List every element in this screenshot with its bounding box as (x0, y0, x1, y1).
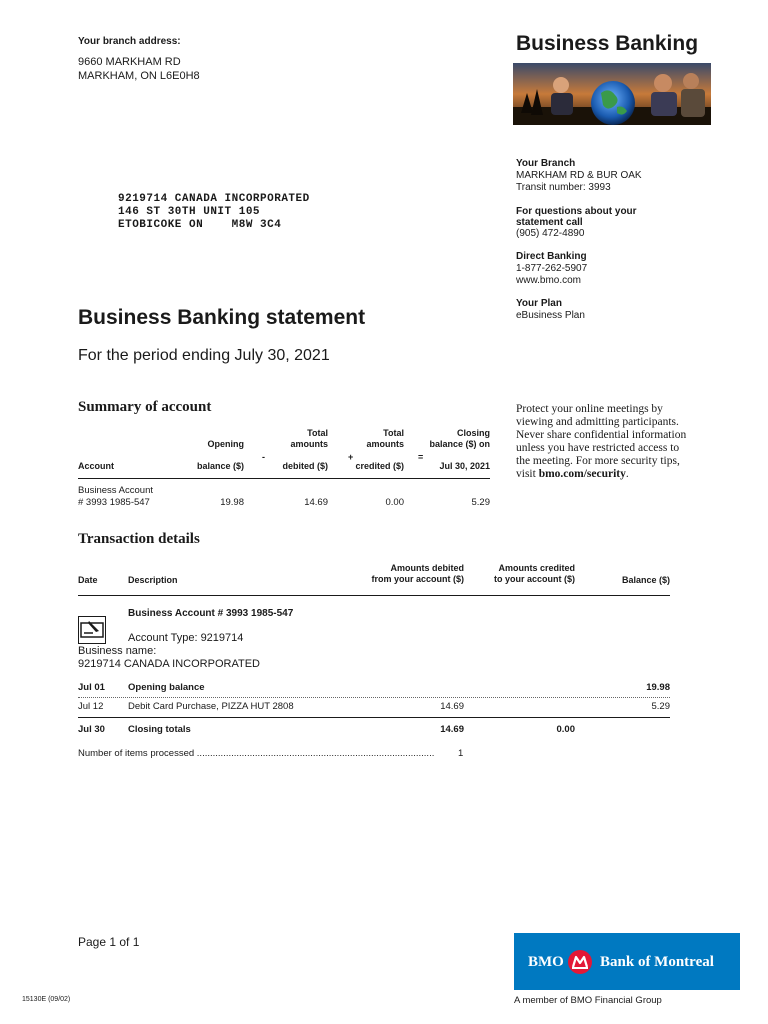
security-visit-prefix: visit (516, 468, 539, 480)
statement-period: For the period ending July 30, 2021 (78, 347, 330, 364)
branch-address-line2: MARKHAM, ON L6E0H8 (78, 70, 200, 82)
security-line4: unless you have restricted access to (516, 442, 680, 454)
tx-closing-debited: 14.69 (440, 724, 464, 735)
summary-header-credited-1: Total (383, 428, 404, 438)
tx-row-0-divider (78, 697, 670, 698)
summary-header-debited-3: debited ($) (282, 461, 328, 471)
security-line3: Never share confidential information (516, 429, 687, 441)
tx-account-title: Business Account # 3993 1985-547 (128, 608, 294, 619)
summary-header-closing-3: Jul 30, 2021 (439, 461, 490, 471)
page-number: Page 1 of 1 (78, 935, 140, 949)
tx-items-processed-label: Number of items processed .......................................................................................... (78, 748, 435, 759)
tx-closing-date: Jul 30 (78, 724, 105, 735)
summary-header-opening-1: Opening (207, 439, 244, 449)
branch-info (516, 158, 716, 322)
tx-header-balance: Balance ($) (621, 575, 670, 585)
summary-header-credited-2: amounts (366, 439, 404, 449)
summary-header-debited-2: amounts (290, 439, 328, 449)
bmo-logo (514, 933, 740, 990)
direct-banking-web[interactable]: www.bmo.com (516, 275, 582, 286)
bmo-bank-name: Bank of Montreal (600, 954, 714, 970)
bmo-short-name: BMO (528, 954, 564, 970)
bmo-roundel-graphic (568, 950, 592, 974)
tx-row-0-description: Opening balance (128, 682, 205, 693)
summary-header-debited-1: Total (307, 428, 328, 438)
questions-phone[interactable]: (905) 472-4890 (516, 228, 585, 239)
summary-header-opening (160, 439, 244, 472)
tx-header-rule (78, 595, 670, 596)
security-line2: viewing and admitting participants. (516, 416, 679, 428)
tx-row-0-date: Jul 01 (78, 682, 105, 693)
plan-name: eBusiness Plan (516, 310, 585, 321)
branch-address-label: Your branch address: (78, 36, 181, 47)
tx-row-1-debited: 14.69 (440, 701, 464, 712)
summary-account-line1: Business Account (78, 485, 153, 496)
direct-banking-phone[interactable]: 1-877-262-5907 (516, 263, 588, 274)
your-plan-label: Your Plan (516, 298, 562, 309)
summary-header-rule (78, 478, 490, 479)
statement-title: Business Banking statement (78, 306, 366, 329)
tx-header-credited-2: to your account ($) (493, 574, 575, 584)
summary-header-credited-3: credited ($) (355, 461, 404, 471)
tx-header-credited-1: Amounts credited (498, 563, 575, 573)
summary-op-plus: + (348, 452, 354, 462)
summary-opening-value: 19.98 (220, 497, 244, 508)
tx-header-debited (340, 563, 464, 585)
summary-debited-value: 14.69 (304, 497, 328, 508)
security-line6 (516, 468, 716, 481)
transit-number: Transit number: 3993 (516, 182, 611, 193)
summary-header-opening-2: balance ($) (196, 461, 244, 471)
security-suffix: . (625, 468, 629, 480)
recipient-line2: 146 ST 30TH UNIT 105 (118, 206, 261, 218)
tx-header-debited-2: from your account ($) (371, 574, 464, 584)
security-notice (516, 403, 716, 481)
tx-row-1-description: Debit Card Purchase, PIZZA HUT 2808 (128, 701, 294, 712)
security-line1: Protect your online meetings by (516, 403, 663, 415)
tx-closing-rule (78, 717, 670, 718)
summary-account-cell (78, 485, 153, 509)
tx-header-description: Description (128, 575, 178, 585)
business-banking-title: Business Banking (516, 32, 699, 55)
recipient-line3: ETOBICOKE ON M8W 3C4 (118, 219, 282, 231)
summary-header-closing (410, 428, 490, 472)
tx-row-1-date: Jul 12 (78, 701, 104, 712)
summary-account-line2: # 3993 1985-547 (78, 497, 150, 508)
summary-header-debited (260, 428, 328, 472)
summary-op-equals: = (418, 452, 424, 462)
tx-account-type: Account Type: 9219714 (128, 632, 244, 644)
summary-header-credited (336, 428, 404, 472)
summary-header-account: Account (78, 461, 114, 471)
tx-row-0-balance: 19.98 (646, 682, 670, 693)
tx-business-name-label: Business name: (78, 645, 157, 657)
questions-label-1: For questions about your (516, 206, 637, 217)
bmo-roundel-icon (568, 950, 592, 974)
branch-name: MARKHAM RD & BUR OAK (516, 170, 642, 181)
tx-closing-credited: 0.00 (556, 724, 575, 735)
brand-photo (513, 63, 711, 125)
tx-items-processed-value: 1 (458, 748, 464, 759)
security-line5: the meeting. For more security tips, (516, 455, 680, 467)
branch-address (78, 55, 200, 83)
brand-photo-image (513, 63, 711, 125)
tx-business-name: 9219714 CANADA INCORPORATED (78, 658, 260, 670)
summary-heading: Summary of account (78, 399, 212, 415)
tx-row-1-balance: 5.29 (651, 701, 670, 712)
tx-header-date: Date (78, 575, 98, 585)
form-code: 15130E (09/02) (22, 996, 71, 1003)
security-link[interactable]: bmo.com/security (538, 468, 626, 480)
branch-address-line1: 9660 MARKHAM RD (78, 56, 181, 68)
tx-header-debited-1: Amounts debited (390, 563, 464, 573)
direct-banking-label: Direct Banking (516, 251, 587, 262)
tx-closing-description: Closing totals (128, 724, 191, 735)
summary-closing-value: 5.29 (471, 497, 490, 508)
transactions-heading: Transaction details (78, 531, 200, 547)
your-branch-label: Your Branch (516, 158, 576, 169)
recipient-address (118, 193, 310, 232)
summary-op-minus: - (262, 452, 265, 462)
cheque-icon (78, 616, 106, 644)
summary-header-closing-2: balance ($) on (429, 439, 490, 449)
summary-credited-value: 0.00 (385, 497, 404, 508)
summary-header-closing-1: Closing (457, 428, 490, 438)
tx-header-credited (460, 563, 575, 585)
recipient-line1: 9219714 CANADA INCORPORATED (118, 193, 310, 205)
questions-label-2: statement call (516, 217, 583, 228)
bmo-member-text: A member of BMO Financial Group (514, 995, 662, 1006)
cheque-icon-graphic (79, 617, 105, 643)
